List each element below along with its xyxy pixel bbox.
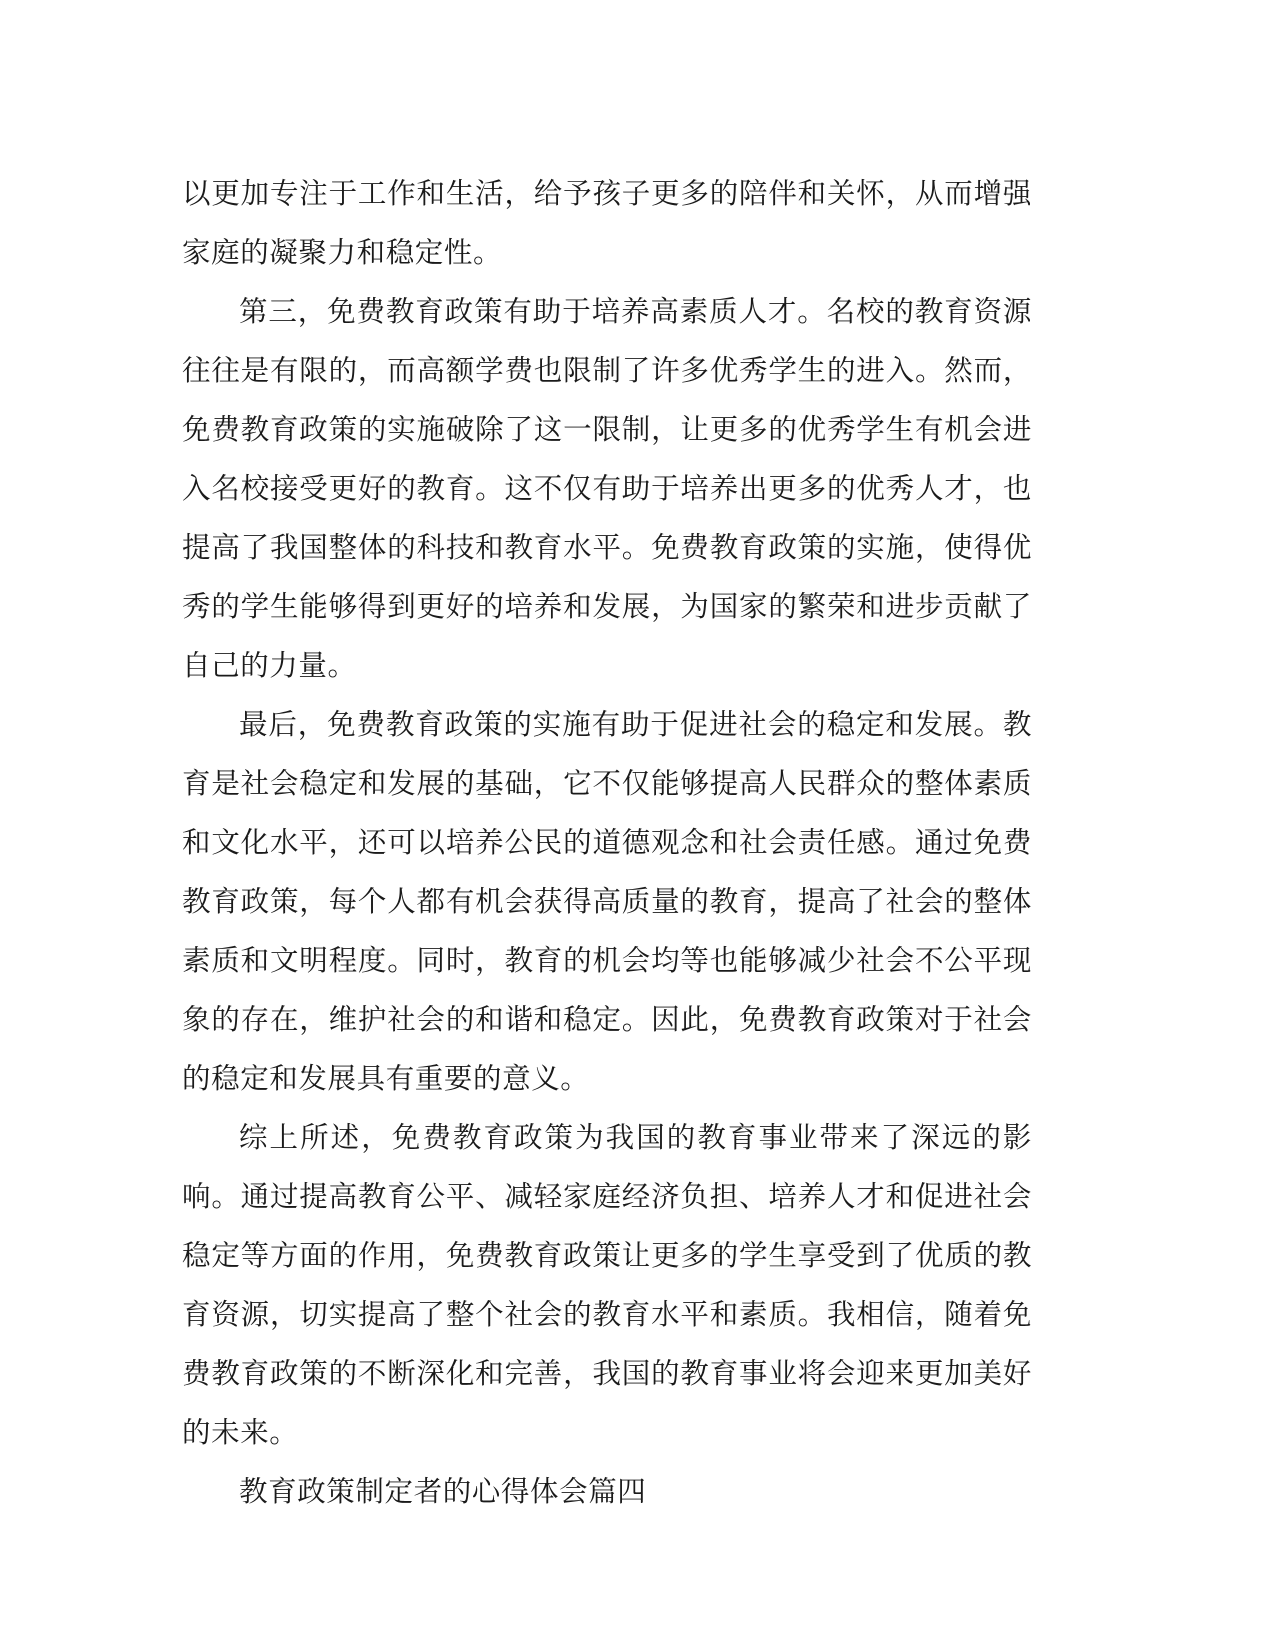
paragraph-continuation: 以更加专注于工作和生活，给予孩子更多的陪伴和关怀，从而增强家庭的凝聚力和稳定性。	[182, 177, 1032, 269]
paragraph-third-point: 第三，免费教育政策有助于培养高素质人才。名校的教育资源往往是有限的，而高额学费也限制了许多优秀学生的进入。然而，免费教育政策的实施破除了这一限制，让更多的优秀学生有机会进入名校接受更好的教育。这不仅有助于培养出更多的优秀人才，也提高了我国整体的科技和教育水平。免费教育政策的实施，使得优秀的学生能够得到更好的培养和发展，为国家的繁荣和进步贡献了自己的力量。	[182, 295, 1032, 682]
paragraph-final-point: 最后，免费教育政策的实施有助于促进社会的稳定和发展。教育是社会稳定和发展的基础，它不仅能够提高人民群众的整体素质和文化水平，还可以培养公民的道德观念和社会责任感。通过免费教育政策，每个人都有机会获得高质量的教育，提高了社会的整体素质和文明程度。同时，教育的机会均等也能够减少社会不公平现象的存在，维护社会的和谐和稳定。因此，免费教育政策对于社会的稳定和发展具有重要的意义。	[182, 708, 1032, 1095]
document-body	[182, 164, 1032, 1521]
section-heading: 教育政策制定者的心得体会篇四	[239, 1475, 647, 1508]
paragraph-conclusion: 综上所述，免费教育政策为我国的教育事业带来了深远的影响。通过提高教育公平、减轻家庭经济负担、培养人才和促进社会稳定等方面的作用，免费教育政策让更多的学生享受到了优质的教育资源，切实提高了整个社会的教育水平和素质。我相信，随着免费教育政策的不断深化和完善，我国的教育事业将会迎来更加美好的未来。	[182, 1121, 1032, 1449]
